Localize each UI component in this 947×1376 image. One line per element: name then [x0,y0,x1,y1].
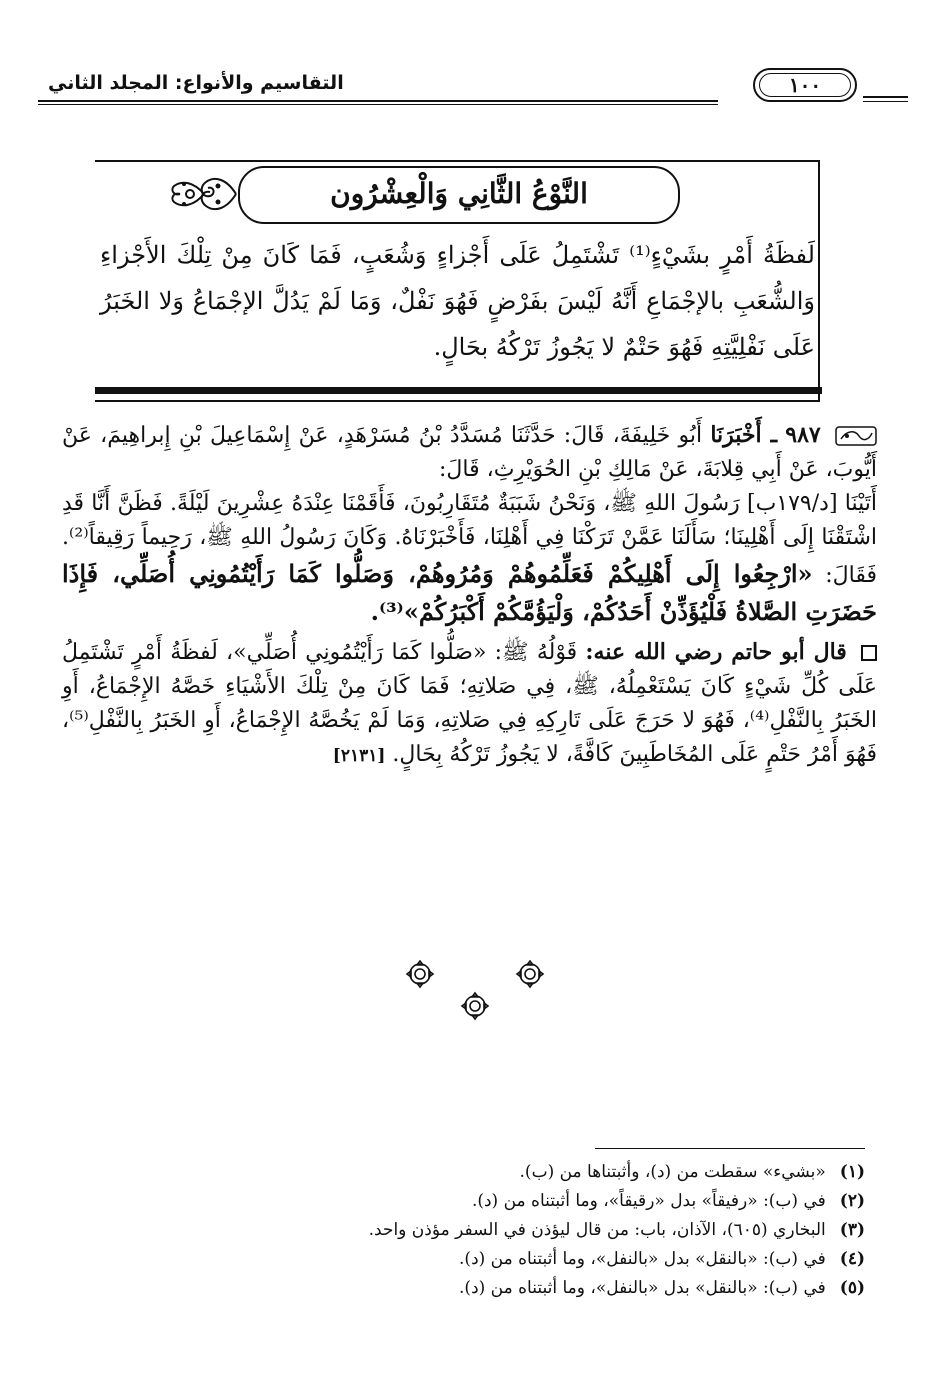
footnote-number: (١) [839,1162,865,1182]
footnote-number: (٥) [839,1278,865,1298]
hadith-marker-icon [835,424,877,448]
floral-ornament-icon [168,168,238,220]
section-title: النَّوْعُ الثَّانِي وَالْعِشْرُون [330,177,588,210]
paragraph-marker-icon [861,645,877,661]
footnote-text: في (ب): «رفيقاً» بدل «رقيقاً»، وما أثبتناه من (د). [471,1191,826,1211]
footnote-number: (٣) [839,1220,865,1240]
footnotes-list [100,1158,865,1303]
running-title: التقاسيم والأنواع: المجلد الثاني [48,72,344,94]
footnote-text: في (ب): «بالنقل» بدل «بالنفل»، وما أثبتناه من (د). [459,1278,826,1298]
hadith-matn-paragraph [62,487,877,631]
comment-label: قال أبو حاتم رضي الله عنه: [585,639,847,665]
hadith-reference: [٢١٣١] [332,746,386,766]
header-rule-left [38,100,718,102]
rosette-ornament-icon [380,960,570,1024]
hadith-isnad-paragraph: ٩٨٧ ـ أَخْبَرَنَا أَبُو خَلِيفَةَ، قَالَ: حَدَّثَنَا مُسَدَّدُ بْنُ مُسَرْهَدٍ، عَنْ إِسْمَاعِيلَ بْنِ إِبراهِيمَ، عَنْ أَيُّوبَ، عَنْ أَبِي قِلابَةَ، عَنْ مَالِكِ بْنِ الحُوَيْرِثِ، قَالَ: [62,422,877,482]
hadith-comment-paragraph [62,635,877,773]
section-title-box [238,166,680,224]
hadith-number: ٩٨٧ [785,422,821,448]
page-number: ١٠٠ [788,73,822,97]
footnote-text: البخاري (٦٠٥)، الآذان، باب: من قال ليؤذن في السفر مؤذن واحد. [368,1220,826,1240]
footnote-text: «بشيء» سقطت من (د)، وأثبتناها من (ب). [519,1162,826,1182]
hadith-matn: أَتَيْنَا [د/١٧٩ب] رَسُولَ اللهِ ﷺ، وَنَحْنُ شَبَبَةٌ مُتَقَارِبُونَ، فَأَقَمْنَا عِنْدَهُ عِشْرِينَ لَيْلَةً. فَظَنَّ أَنَّا قَدِ اشْتَقْنَا إِلَى أَهْلِينَا؛ سَأَلَنَا عَمَّنْ تَرَكْنَا فِي أَهْلِنَا، فَأَخْبَرْنَاهُ. وَكَانَ رَسُولُ اللهِ ﷺ، رَحِيماً رَقِيقاً⁽²⁾. فَقَالَ: [62,491,878,588]
footnote-number: (٢) [839,1191,865,1211]
footnote-item [100,1245,865,1274]
header-rule-right-2 [863,101,908,102]
header-rule-right [863,96,908,98]
footnote-text: في (ب): «بالنقل» بدل «بالنفل»، وما أثبتناه من (د). [459,1249,826,1269]
comment-text: قَوْلُهُ ﷺ: «صَلُّوا كَمَا رَأَيْتُمُونِي أُصَلِّي»، لَفظَةُ أَمْرٍ تَشْتَمِلُ عَلَى كُلِّ شَيْءٍ كَانَ يَسْتَعْمِلُهُ، ﷺ، فِي صَلاتِهِ؛ فَمَا كَانَ مِنْ تِلْكَ الأَشْيَاءِ خَصَّهُ الإِجْمَاعُ، أَوِ الخَبَرُ بِالنَّفْلِ⁽⁴⁾، فَهُوَ لا حَرَجَ عَلَى تَارِكِهِ فِي صَلاتِهِ، وَمَا لَمْ يَخُصَّهُ الإِجْمَاعُ، أَوِ الخَبَرُ بِالنَّفْلِ⁽⁵⁾، فَهُوَ أَمْرُ حَتْمٍ عَلَى المُخَاطَبِينَ كَافَّةً، لا يَجُوزُ تَرْكُهُ بِحَالٍ. [62,640,878,767]
section-intro-text: لَفظَةُ أَمْرٍ بشَيْءٍ⁽¹⁾ تَشْتَمِلُ عَلَى أَجْزاءٍ وَشُعَبٍ، فَمَا كَانَ مِنْ تِلْكَ الأَجْزاءِ وَالشُّعَبِ بالإجْمَاعِ أَنَّهُ لَيْسَ بفَرْضٍ فَهُوَ نَفْلٌ، وَمَا لَمْ يَدُلَّ الإجْمَاعُ وَلا الخَبَرُ عَلَى نَفْلِيَّتِهِ فَهُوَ حَتْمٌ لا يَجُوزُ تَرْكُهُ بحَالٍ. [100,241,815,361]
hadith-prophetic-speech: «ارْجِعُوا إِلَى أَهْلِيكُمْ فَعَلِّمُوهُمْ وَمُرُوهُمْ، وَصَلُّوا كَمَا رَأَيْتُمُونِي أُصَلِّي، فَإِذَا حَضَرَتِ الصَّلاةُ فَلْيُؤَذِّنْ أَحَدُكُمْ، وَلْيَؤُمَّكُمْ أَكْبَرُكُمْ»⁽³⁾. [62,559,877,626]
section-divider-rule [95,387,822,394]
footnote-item [100,1158,865,1187]
footnote-item [100,1187,865,1216]
page-header [38,60,908,120]
footnote-number: (٤) [839,1249,865,1269]
footnote-item [100,1274,865,1303]
header-rule-left-2 [38,104,718,105]
hadith-block [62,418,877,773]
hadith-intro-label: أَخْبَرَنَا [710,422,762,448]
footnote-rule [595,1148,865,1149]
hadith-isnad: أَبُو خَلِيفَةَ، قَالَ: حَدَّثَنَا مُسَدَّدُ بْنُ مُسَرْهَدٍ، عَنْ إِسْمَاعِيلَ بْنِ إِبراهِيمَ، عَنْ أَيُّوبَ، عَنْ أَبِي قِلابَةَ، عَنْ مَالِكِ بْنِ الحُوَيْرِثِ، قَالَ: [62,423,877,482]
page-number-box [753,68,857,102]
footnote-item [100,1216,865,1245]
